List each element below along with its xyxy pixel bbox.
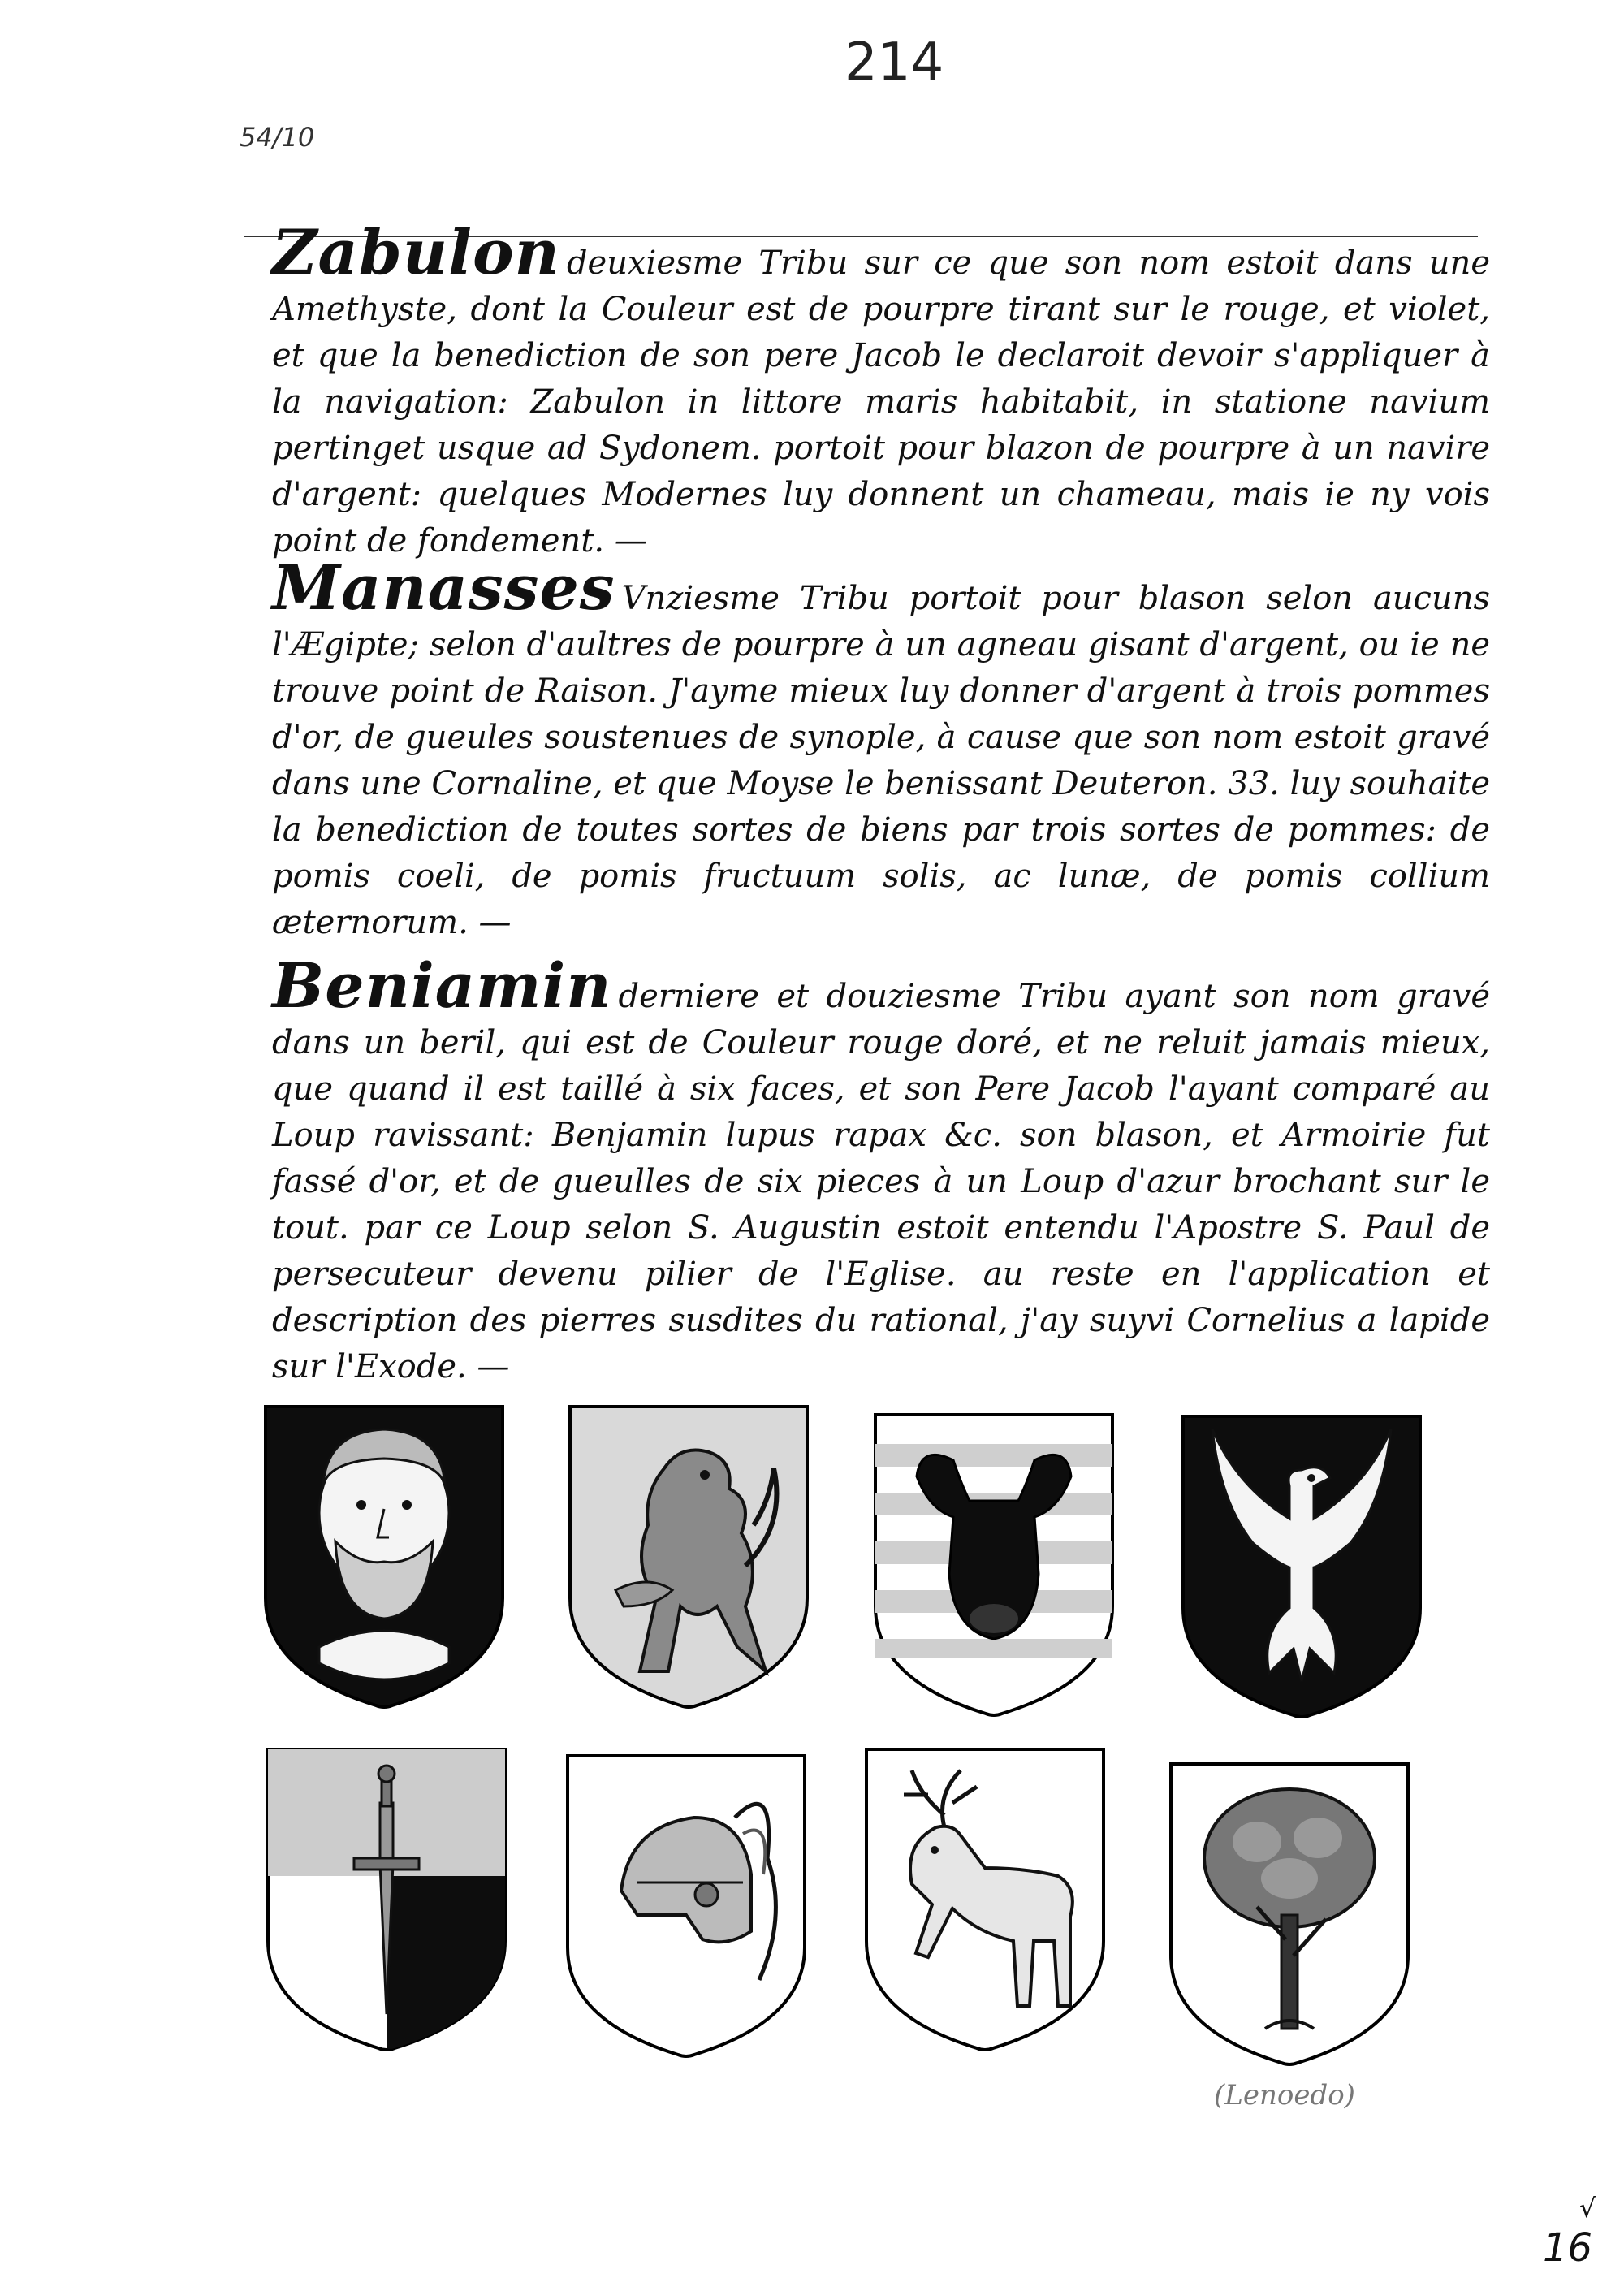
paragraph-zabulon (272, 216, 1490, 564)
heading-manasses: Manasses (272, 551, 615, 624)
shield-bull-head-on-bars (871, 1411, 1116, 1720)
shield-bearded-head (261, 1403, 507, 1712)
shield-helmet (564, 1753, 809, 2061)
heading-zabulon: Zabulon (272, 216, 560, 288)
shield-sword (264, 1746, 509, 2055)
heading-beniamin: Beniamin (272, 949, 612, 1022)
text-manasses: Vnziesme Tribu portoit pour blason selon aucuns l'Ægipte; selon d'aultres de pourpre à un agneau gisant d'argent, ou ie ne trouve point de Raison. J'ayme mieux luy donner d'argent à trois pommes d'or, de gueules soustenues de synople, à cause que son nom estoit gravé dans une Cornaline, et que Moyse le benissant Deuteron. 33. luy souhaite la benediction de toutes sortes de biens par trois sortes de pommes: de pomis coeli, de pomis fructuum solis, ac lunæ, de pomis collium æternorum. — (272, 580, 1490, 941)
shield-stag-rampant (862, 1746, 1108, 2055)
text-beniamin: derniere et douziesme Tribu ayant son nom gravé dans un beril, qui est de Couleur rouge doré, et ne reluit jamais mieux, que quand il est taillé à six faces, et son Pere Jacob l'ayant comparé au Loup ravissant: Benjamin lupus rapax &c. son blason, et Armoirie fut fassé d'or, et de gueulles de six pieces à un Loup d'azur brochant sur le tout. par ce Loup selon S. Augustin estoit entendu l'Apostre S. Paul de persecuteur devenu pilier de l'Eglise. au reste en l'application et description des pierres susdites du rational, j'ay suyvi Cornelius a lapide sur l'Exode. — (272, 978, 1490, 1385)
faint-note: (Lenoedo) (1214, 2079, 1355, 2112)
folio-number: 16 (1543, 2225, 1593, 2271)
catalog-number: 54/10 (240, 122, 315, 153)
paragraph-manasses (272, 551, 1490, 946)
text-zabulon: deuxiesme Tribu sur ce que son nom estoit dans une Amethyste, dont la Couleur est de pourpre tirant sur le rouge, et violet, et que la benediction de son pere Jacob le declaroit devoir s'appliquer à la navigation: Zabulon in littore maris habitabit, in statione navium pertinget usque ad Sydonem. portoit pour blazon de pourpre à un navire d'argent: quelques Modernes luy donnent un chameau, mais ie ny vois point de fondement. — (272, 244, 1490, 560)
folio-tick: √ (1579, 2193, 1596, 2224)
shield-tree (1167, 1761, 1412, 2069)
paragraph-beniamin (272, 949, 1490, 1390)
shield-lion-rampant (566, 1403, 811, 1712)
page-number: 214 (844, 32, 944, 93)
shield-eagle-displayed (1179, 1413, 1424, 1722)
